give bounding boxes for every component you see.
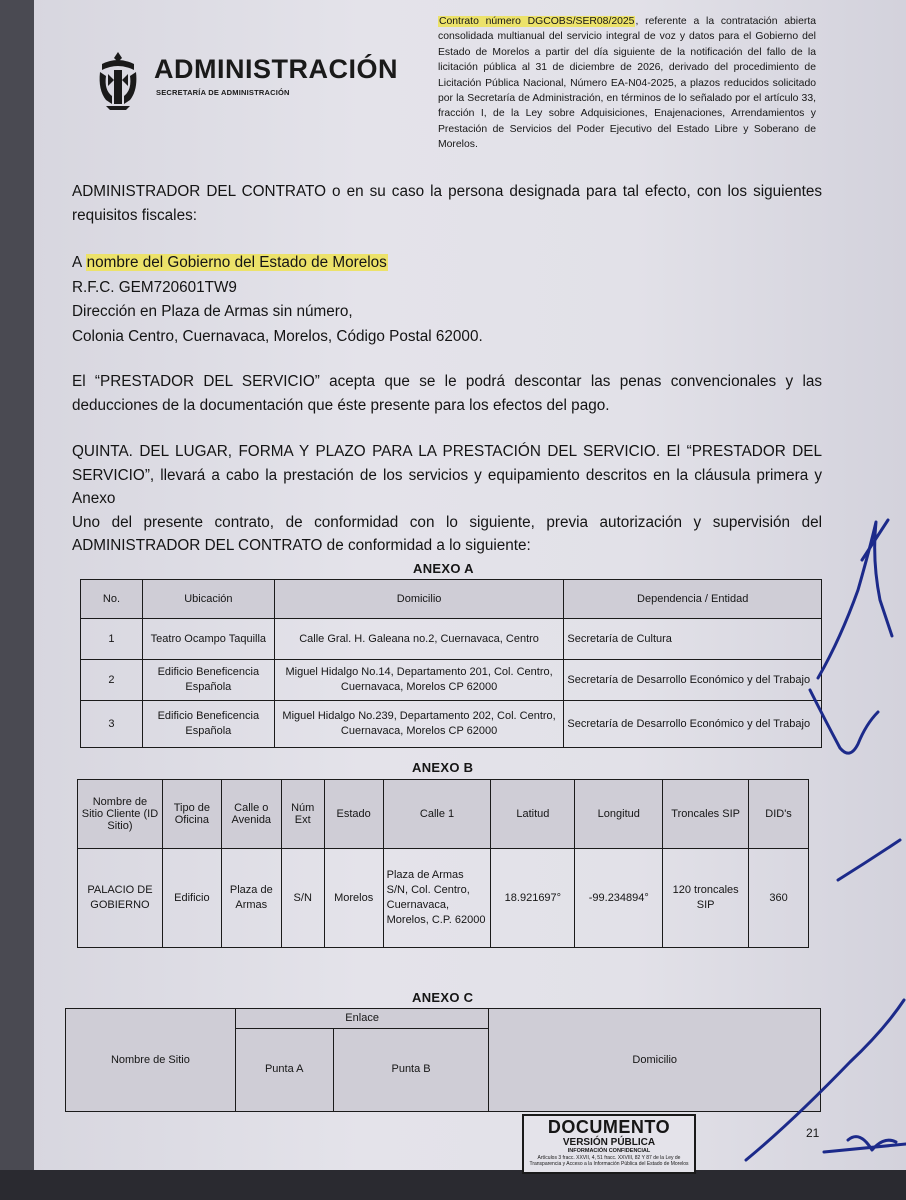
table-cell: Secretaría de Desarrollo Económico y del Trabajo [564, 701, 822, 748]
table-cell: Edificio Beneficencia Española [142, 701, 274, 748]
table-cell: S/N [281, 849, 324, 948]
column-header: Núm Ext [281, 780, 324, 849]
table-cell: Teatro Ocampo Taquilla [142, 619, 274, 660]
table-row [81, 660, 822, 701]
table-cell: Secretaría de Desarrollo Económico y del Trabajo [564, 660, 822, 701]
rfc-line: R.F.C. GEM720601TW9 [72, 278, 237, 296]
table-cell: Plaza de Armas S/N, Col. Centro, Cuernavaca, Morelos, C.P. 62000 [383, 849, 491, 948]
text-line: A nombre del Gobierno del Estado de Morelos [72, 254, 387, 271]
public-version-stamp [522, 1114, 696, 1174]
stamp-title: DOCUMENTO [547, 1117, 671, 1137]
scan-edge [0, 0, 34, 1200]
annex-c-table [65, 1008, 821, 1112]
table-cell: Plaza de Armas [221, 849, 281, 948]
text-line: ADMINISTRADOR DEL CONTRATO o en su caso la persona designada para tal efecto, con los siguientes [72, 183, 822, 200]
table-cell: -99.234894° [575, 849, 663, 948]
table-cell: Miguel Hidalgo No.239, Departamento 202, Col. Centro, Cuernavaca, Morelos CP 62000 [274, 701, 564, 748]
annex-a-table [80, 579, 822, 748]
stamp-info: INFORMACIÓN CONFIDENCIAL [567, 1148, 651, 1154]
table-cell: Morelos [324, 849, 383, 948]
text-line: El “PRESTADOR DEL SERVICIO” acepta que se le podrá descontar las penas convencionales y las [72, 373, 822, 390]
column-header: Nombre de Sitio Cliente (ID Sitio) [78, 780, 163, 849]
paragraph-clause-quinta [72, 440, 822, 558]
table-cell: 120 troncales SIP [663, 849, 749, 948]
column-header: Punta B [333, 1028, 489, 1111]
text-line: deducciones de la documentación que éste presente para los efectos del pago. [72, 396, 610, 414]
table-cell: 1 [81, 619, 143, 660]
column-header: Estado [324, 780, 383, 849]
text-line: Colonia Centro, Cuernavaca, Morelos, Código Postal 62000. [72, 327, 483, 345]
page-number: 21 [806, 1126, 820, 1140]
annex-c-title: ANEXO C [412, 990, 474, 1005]
table-header-row [78, 780, 809, 849]
fiscal-address-block [72, 251, 822, 349]
text-line: ADMINISTRADOR DEL CONTRATO de conformidad a lo siguiente: [72, 537, 531, 555]
text-line: requisitos fiscales: [72, 206, 197, 224]
table-cell: Calle Gral. H. Galeana no.2, Cuernavaca, Centro [274, 619, 564, 660]
table-cell: 2 [81, 660, 143, 701]
table-row [81, 619, 822, 660]
table-cell: 3 [81, 701, 143, 748]
column-header: No. [81, 580, 143, 619]
table-header-row [81, 580, 822, 619]
column-header: Domicilio [489, 1009, 821, 1112]
column-header: Calle o Avenida [221, 780, 281, 849]
table-cell: Secretaría de Cultura [564, 619, 822, 660]
annex-b-title: ANEXO B [412, 760, 474, 775]
contract-number-highlight: Contrato número DGCOBS/SER08/2025 [439, 16, 635, 27]
column-header: Nombre de Sitio [66, 1009, 236, 1112]
text-line: QUINTA. DEL LUGAR, FORMA Y PLAZO PARA LA PRESTACIÓN DEL SERVICIO. El “PRESTADOR DEL [72, 443, 822, 460]
table-cell: PALACIO DE GOBIERNO [78, 849, 163, 948]
text-line: SERVICIO”, llevará a cabo la prestación de los servicios y equipamiento descritos en la cláusula primera y Anexo [72, 466, 822, 508]
brand-subtitle: SECRETARÍA DE ADMINISTRACIÓN [156, 88, 290, 97]
paragraph-penalties [72, 370, 822, 417]
column-header: Punta A [235, 1028, 333, 1111]
state-emblem-icon [92, 50, 144, 112]
column-header: Calle 1 [383, 780, 491, 849]
text-line: Uno del presente contrato, de conformidad con lo siguiente, previa autorización y supervisión del [72, 513, 822, 531]
scan-edge-bottom [0, 1170, 906, 1200]
stamp-legal: Artículos 3 fracc. XXVII, 4, 51 fracc. XXVIII, 82 Y 87 de la Ley de Transparencia y Acceso a la Información Pública del Estado de Morelos [529, 1155, 689, 1167]
column-header: Troncales SIP [663, 780, 749, 849]
column-header: Tipo de Oficina [162, 780, 221, 849]
contract-description: , referente a la contratación abierta consolidada multianual del servicio integral de voz y datos para el Gobierno del Estado de Morelos a partir del día siguiente de la notificación del fallo de la licitación pública al 31 de diciembre de 2026, derivado del procedimiento de Licitación Pública Nacional, Número EA-N04-2025, a plazos reducidos solicitado por la Secretaría de Administración, en términos de lo señalado por el artículo 33, fracción I, de la Ley sobre Adquisiciones, Enajenaciones, Arrendamientos y Prestación de Servicios del Poder Ejecutivo del Estado Libre y Soberano de Morelos. [438, 16, 817, 151]
column-header: Enlace [235, 1009, 489, 1029]
paragraph-administrator [72, 180, 822, 227]
table-row [81, 701, 822, 748]
stamp-subtitle: VERSIÓN PÚBLICA [562, 1137, 656, 1148]
table-row [78, 849, 809, 948]
text-line: Dirección en Plaza de Armas sin número, [72, 303, 353, 321]
table-cell: 360 [749, 849, 809, 948]
column-header: Longitud [575, 780, 663, 849]
government-logo [88, 44, 418, 118]
brand-title: ADMINISTRACIÓN [154, 54, 398, 84]
column-header: DID's [749, 780, 809, 849]
table-cell: Edificio [162, 849, 221, 948]
column-header: Domicilio [274, 580, 564, 619]
table-cell: Edificio Beneficencia Española [142, 660, 274, 701]
annex-a-title: ANEXO A [413, 561, 474, 576]
column-header: Latitud [491, 780, 575, 849]
table-cell: Miguel Hidalgo No.14, Departamento 201, Col. Centro, Cuernavaca, Morelos CP 62000 [274, 660, 564, 701]
contract-reference-note [438, 14, 816, 153]
table-header-row [66, 1009, 821, 1029]
annex-b-table [77, 779, 809, 948]
column-header: Dependencia / Entidad [564, 580, 822, 619]
column-header: Ubicación [142, 580, 274, 619]
government-name-highlight: nombre del Gobierno del Estado de Morelos [86, 254, 387, 271]
table-cell: 18.921697° [491, 849, 575, 948]
